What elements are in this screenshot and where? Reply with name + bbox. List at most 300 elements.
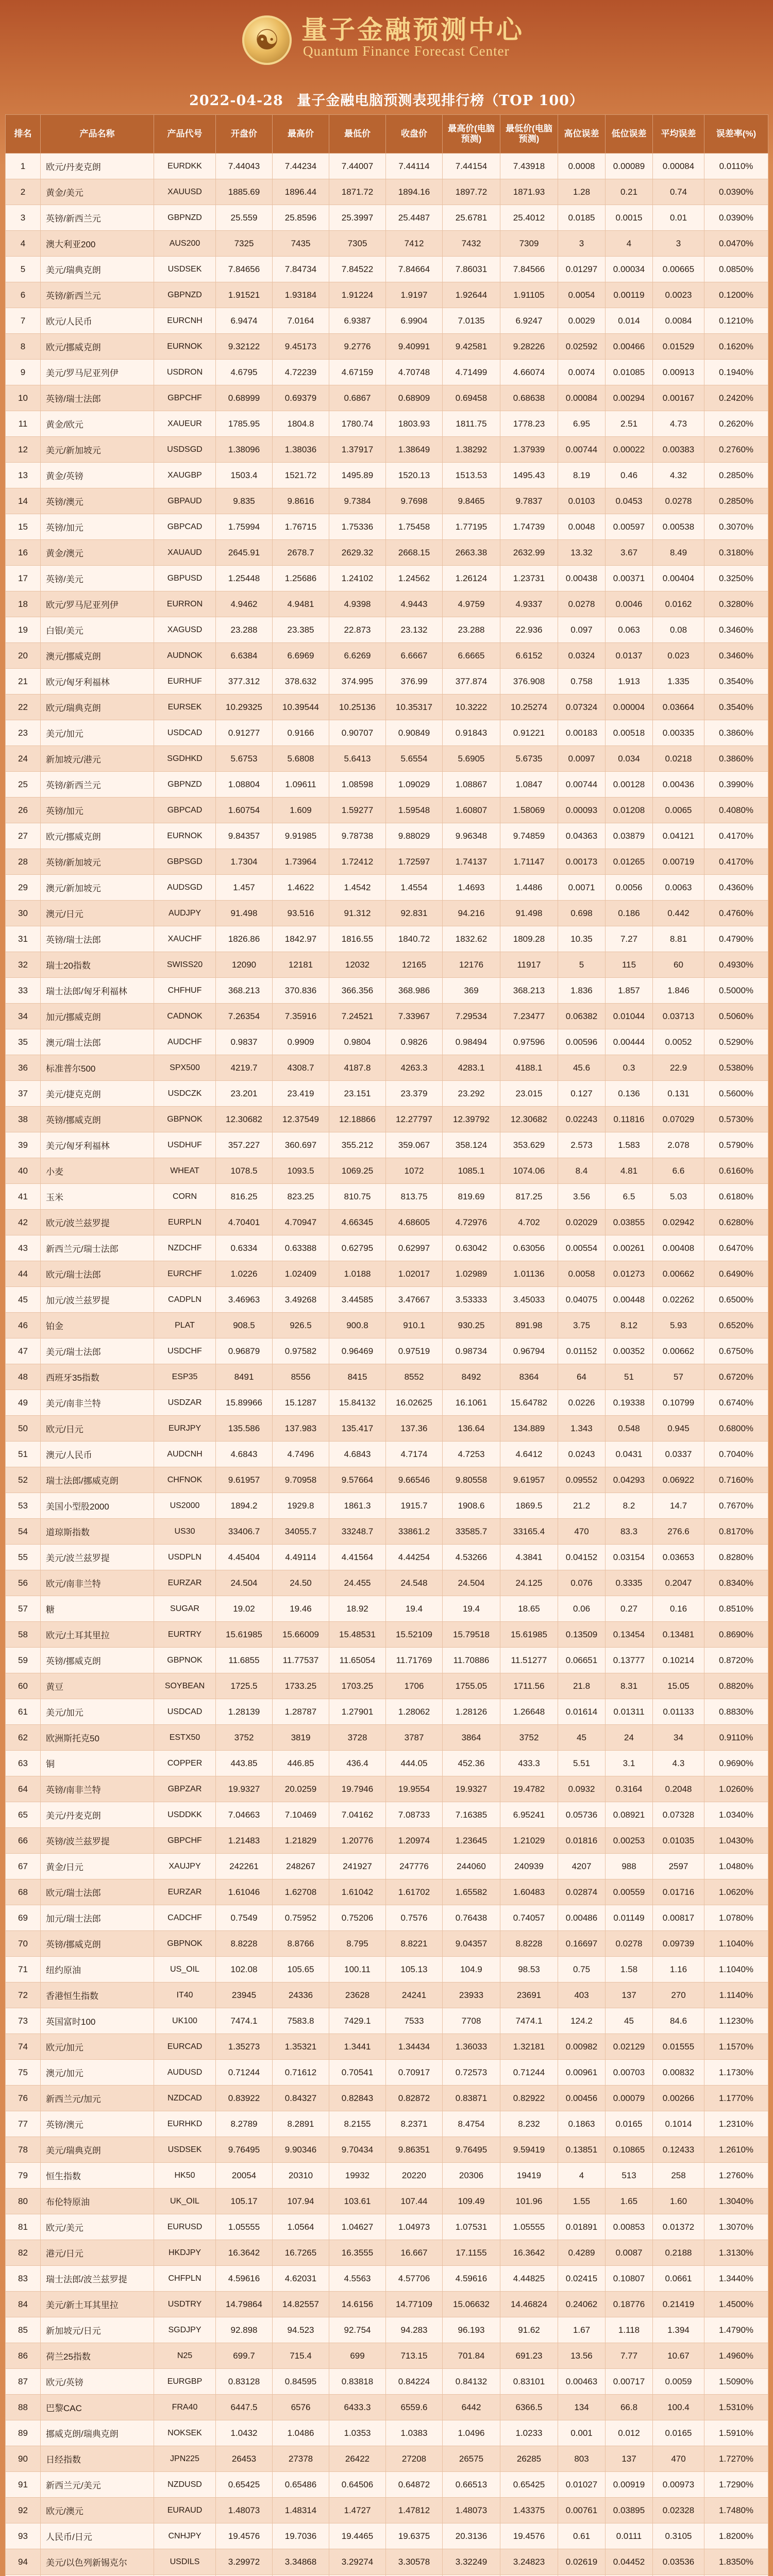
- error-rate-cell: 1.3440%: [704, 2266, 768, 2292]
- high-price-cell: 0.9909: [273, 1029, 329, 1055]
- product-code-cell: GBPNZD: [154, 205, 216, 231]
- high-price-cell: 4.7496: [273, 1442, 329, 1467]
- low-error-cell: 0.03895: [606, 2498, 653, 2523]
- product-name-cell: 美国小型股2000: [41, 1493, 154, 1519]
- rank-cell: 90: [6, 2446, 41, 2472]
- rank-cell: 47: [6, 1338, 41, 1364]
- product-code-cell: COPPER: [154, 1751, 216, 1776]
- product-name-cell: 纽约原油: [41, 1957, 154, 1982]
- product-code-cell: USDHUF: [154, 1132, 216, 1158]
- avg-error-cell: 0.10214: [653, 1648, 704, 1673]
- predicted-low-cell: 4.702: [500, 1210, 558, 1235]
- predicted-high-cell: 19.9327: [443, 1776, 500, 1802]
- rank-cell: 14: [6, 488, 41, 514]
- predicted-high-cell: 819.69: [443, 1184, 500, 1210]
- predicted-high-cell: 26575: [443, 2446, 500, 2472]
- product-code-cell: GBPZAR: [154, 1776, 216, 1802]
- high-price-cell: 27378: [273, 2446, 329, 2472]
- close-price-cell: 11.71769: [386, 1648, 443, 1673]
- close-price-cell: 9.86351: [386, 2137, 443, 2163]
- product-name-cell: 恒生指数: [41, 2163, 154, 2189]
- predicted-high-cell: 930.25: [443, 1313, 500, 1338]
- low-error-cell: 0.00089: [606, 154, 653, 179]
- predicted-low-cell: 6.9247: [500, 308, 558, 334]
- table-row: [6, 2395, 768, 2420]
- avg-error-cell: 22.9: [653, 1055, 704, 1081]
- low-price-cell: 0.70541: [329, 2060, 386, 2086]
- high-error-cell: 0.00961: [558, 2060, 606, 2086]
- product-name-cell: 布伦特原油: [41, 2189, 154, 2214]
- rank-cell: 11: [6, 411, 41, 437]
- open-price-cell: 10.29325: [216, 694, 273, 720]
- error-rate-cell: 0.9690%: [704, 1751, 768, 1776]
- error-rate-cell: 1.7480%: [704, 2498, 768, 2523]
- predicted-low-cell: 368.213: [500, 978, 558, 1004]
- error-rate-cell: 1.8200%: [704, 2523, 768, 2549]
- avg-error-cell: 6.6: [653, 1158, 704, 1184]
- column-header: 误差率(%): [704, 115, 768, 154]
- high-price-cell: 248267: [273, 1854, 329, 1879]
- table-row: [6, 1648, 768, 1673]
- high-price-cell: 15.66009: [273, 1622, 329, 1648]
- low-price-cell: 1780.74: [329, 411, 386, 437]
- high-error-cell: 0.0226: [558, 1390, 606, 1416]
- product-code-cell: JPN225: [154, 2446, 216, 2472]
- error-rate-cell: 0.5060%: [704, 1004, 768, 1029]
- product-code-cell: HK50: [154, 2163, 216, 2189]
- product-name-cell: 加元/瑞士法郎: [41, 1905, 154, 1931]
- close-price-cell: 1.61702: [386, 1879, 443, 1905]
- predicted-low-cell: 15.64782: [500, 1390, 558, 1416]
- high-error-cell: 0.00744: [558, 772, 606, 798]
- high-price-cell: 446.85: [273, 1751, 329, 1776]
- low-price-cell: 4.67159: [329, 360, 386, 385]
- open-price-cell: 6447.5: [216, 2395, 273, 2420]
- low-price-cell: 1.72412: [329, 849, 386, 875]
- close-price-cell: 25.4487: [386, 205, 443, 231]
- product-name-cell: 挪威克朗/瑞典克朗: [41, 2420, 154, 2446]
- product-name-cell: 欧元/澳元: [41, 2498, 154, 2523]
- column-header: 最低价(电脑预测): [500, 115, 558, 154]
- error-rate-cell: 0.5000%: [704, 978, 768, 1004]
- predicted-high-cell: 96.193: [443, 2317, 500, 2343]
- open-price-cell: 7474.1: [216, 2008, 273, 2034]
- high-price-cell: 0.69379: [273, 385, 329, 411]
- low-error-cell: 0.00261: [606, 1235, 653, 1261]
- predicted-high-cell: 1.74137: [443, 849, 500, 875]
- low-price-cell: 355.212: [329, 1132, 386, 1158]
- close-price-cell: 7412: [386, 231, 443, 257]
- avg-error-cell: 276.6: [653, 1519, 704, 1545]
- close-price-cell: 1.34434: [386, 2034, 443, 2060]
- high-error-cell: 0.0243: [558, 1442, 606, 1467]
- table-row: [6, 926, 768, 952]
- predicted-low-cell: 7474.1: [500, 2008, 558, 2034]
- low-error-cell: 0.034: [606, 746, 653, 772]
- product-code-cell: USDZAR: [154, 1390, 216, 1416]
- product-code-cell: UK100: [154, 2008, 216, 2034]
- table-row: [6, 1287, 768, 1313]
- low-price-cell: 6.9387: [329, 308, 386, 334]
- header: [0, 0, 773, 88]
- low-error-cell: 0.11816: [606, 1107, 653, 1132]
- error-rate-cell: 1.2610%: [704, 2137, 768, 2163]
- open-price-cell: 1.0226: [216, 1261, 273, 1287]
- open-price-cell: 1.91521: [216, 282, 273, 308]
- high-error-cell: 0.0097: [558, 746, 606, 772]
- close-price-cell: 4.44254: [386, 1545, 443, 1570]
- open-price-cell: 1785.95: [216, 411, 273, 437]
- predicted-low-cell: 4.6412: [500, 1442, 558, 1467]
- product-name-cell: 欧元/英镑: [41, 2369, 154, 2395]
- avg-error-cell: 0.00719: [653, 849, 704, 875]
- high-price-cell: 1.02409: [273, 1261, 329, 1287]
- table-row: [6, 488, 768, 514]
- table-row: [6, 1442, 768, 1467]
- avg-error-cell: 5.03: [653, 1184, 704, 1210]
- open-price-cell: 23945: [216, 1982, 273, 2008]
- product-code-cell: CADPLN: [154, 1287, 216, 1313]
- low-error-cell: 7.27: [606, 926, 653, 952]
- column-header: 排名: [6, 115, 41, 154]
- product-code-cell: EURUSD: [154, 2214, 216, 2240]
- high-price-cell: 0.84327: [273, 2086, 329, 2111]
- high-price-cell: 823.25: [273, 1184, 329, 1210]
- high-error-cell: 0.01297: [558, 257, 606, 282]
- high-error-cell: 8.4: [558, 1158, 606, 1184]
- product-name-cell: 美元/罗马尼亚列伊: [41, 360, 154, 385]
- product-name-cell: 黄金/澳元: [41, 540, 154, 566]
- predicted-high-cell: 8.4754: [443, 2111, 500, 2137]
- high-error-cell: 0.06382: [558, 1004, 606, 1029]
- high-error-cell: 0.00173: [558, 849, 606, 875]
- product-code-cell: HKDJPY: [154, 2240, 216, 2266]
- low-price-cell: 0.9804: [329, 1029, 386, 1055]
- high-price-cell: 107.94: [273, 2189, 329, 2214]
- predicted-low-cell: 18.65: [500, 1596, 558, 1622]
- high-price-cell: 0.9166: [273, 720, 329, 746]
- predicted-low-cell: 9.74859: [500, 823, 558, 849]
- product-name-cell: 玉米: [41, 1184, 154, 1210]
- open-price-cell: 0.7549: [216, 1905, 273, 1931]
- low-error-cell: 0.014: [606, 308, 653, 334]
- rank-cell: 52: [6, 1467, 41, 1493]
- product-name-cell: 欧元/美元: [41, 2214, 154, 2240]
- predicted-high-cell: 1.02989: [443, 1261, 500, 1287]
- error-rate-cell: 0.8340%: [704, 1570, 768, 1596]
- rank-cell: 10: [6, 385, 41, 411]
- table-row: [6, 1802, 768, 1828]
- high-error-cell: 0.001: [558, 2420, 606, 2446]
- product-name-cell: 欧元/加元: [41, 2034, 154, 2060]
- predicted-low-cell: 134.889: [500, 1416, 558, 1442]
- product-code-cell: SOYBEAN: [154, 1673, 216, 1699]
- close-price-cell: 1803.93: [386, 411, 443, 437]
- avg-error-cell: 270: [653, 1982, 704, 2008]
- product-name-cell: 西班牙35指数: [41, 1364, 154, 1390]
- close-price-cell: 5.6554: [386, 746, 443, 772]
- rank-cell: 12: [6, 437, 41, 463]
- predicted-low-cell: 6366.5: [500, 2395, 558, 2420]
- low-error-cell: 0.00294: [606, 385, 653, 411]
- error-rate-cell: 0.8720%: [704, 1648, 768, 1673]
- high-error-cell: 0.0074: [558, 360, 606, 385]
- high-error-cell: 0.06651: [558, 1648, 606, 1673]
- rank-cell: 15: [6, 514, 41, 540]
- high-price-cell: 20310: [273, 2163, 329, 2189]
- rank-cell: 48: [6, 1364, 41, 1390]
- column-header: 产品代号: [154, 115, 216, 154]
- error-rate-cell: 1.0780%: [704, 1905, 768, 1931]
- high-price-cell: 12.37549: [273, 1107, 329, 1132]
- error-rate-cell: 0.1210%: [704, 308, 768, 334]
- avg-error-cell: 15.05: [653, 1673, 704, 1699]
- high-price-cell: 9.8616: [273, 488, 329, 514]
- high-error-cell: 0.698: [558, 901, 606, 926]
- low-error-cell: 0.01311: [606, 1699, 653, 1725]
- high-price-cell: 1.62708: [273, 1879, 329, 1905]
- predicted-high-cell: 369: [443, 978, 500, 1004]
- product-name-cell: 欧元/日元: [41, 1416, 154, 1442]
- high-error-cell: 0.05736: [558, 1802, 606, 1828]
- avg-error-cell: 0.01035: [653, 1828, 704, 1854]
- low-error-cell: 0.19338: [606, 1390, 653, 1416]
- close-price-cell: 1.0383: [386, 2420, 443, 2446]
- low-error-cell: 0.0165: [606, 2111, 653, 2137]
- product-code-cell: AUDJPY: [154, 901, 216, 926]
- predicted-low-cell: 691.23: [500, 2343, 558, 2369]
- low-error-cell: 0.02129: [606, 2034, 653, 2060]
- product-name-cell: 欧元/挪威克朗: [41, 823, 154, 849]
- predicted-low-cell: 1.74739: [500, 514, 558, 540]
- brand-name-cn: 量子金融预测中心: [301, 14, 524, 45]
- low-price-cell: 19.7946: [329, 1776, 386, 1802]
- predicted-high-cell: 17.1155: [443, 2240, 500, 2266]
- product-name-cell: 黄金/英镑: [41, 463, 154, 488]
- error-rate-cell: 1.4500%: [704, 2292, 768, 2317]
- open-price-cell: 1.35273: [216, 2034, 273, 2060]
- high-error-cell: 1.55: [558, 2189, 606, 2214]
- product-name-cell: 英镑/澳元: [41, 2111, 154, 2137]
- avg-error-cell: 0.00383: [653, 437, 704, 463]
- high-price-cell: 16.7265: [273, 2240, 329, 2266]
- predicted-high-cell: 9.04357: [443, 1931, 500, 1957]
- open-price-cell: 1.08804: [216, 772, 273, 798]
- table-row: [6, 591, 768, 617]
- predicted-low-cell: 15.61985: [500, 1622, 558, 1648]
- high-price-cell: 1.0486: [273, 2420, 329, 2446]
- predicted-low-cell: 3.45033: [500, 1287, 558, 1313]
- open-price-cell: 4.6795: [216, 360, 273, 385]
- open-price-cell: 377.312: [216, 669, 273, 694]
- error-rate-cell: 0.5380%: [704, 1055, 768, 1081]
- rank-cell: 64: [6, 1776, 41, 1802]
- product-name-cell: 瑞士法郎/挪威克朗: [41, 1467, 154, 1493]
- high-error-cell: 0.61: [558, 2523, 606, 2549]
- column-header: 收盘价: [386, 115, 443, 154]
- predicted-high-cell: 0.98494: [443, 1029, 500, 1055]
- product-code-cell: GBPCHF: [154, 385, 216, 411]
- product-code-cell: CADNOK: [154, 1004, 216, 1029]
- high-price-cell: 5.6808: [273, 746, 329, 772]
- predicted-low-cell: 1.37939: [500, 437, 558, 463]
- table-row: [6, 978, 768, 1004]
- predicted-high-cell: 5.6905: [443, 746, 500, 772]
- low-price-cell: 1.24102: [329, 566, 386, 591]
- error-rate-cell: 1.8350%: [704, 2549, 768, 2575]
- column-header: 高位误差: [558, 115, 606, 154]
- close-price-cell: 16.667: [386, 2240, 443, 2266]
- low-error-cell: 0.136: [606, 1081, 653, 1107]
- low-error-cell: 0.0056: [606, 875, 653, 901]
- low-price-cell: 11.65054: [329, 1648, 386, 1673]
- error-rate-cell: 0.1620%: [704, 334, 768, 360]
- high-error-cell: 0.758: [558, 669, 606, 694]
- product-name-cell: 澳大利亚200: [41, 231, 154, 257]
- product-name-cell: 人民币/日元: [41, 2523, 154, 2549]
- predicted-low-cell: 101.96: [500, 2189, 558, 2214]
- low-error-cell: 1.857: [606, 978, 653, 1004]
- avg-error-cell: 2597: [653, 1854, 704, 1879]
- low-price-cell: 25.3997: [329, 205, 386, 231]
- predicted-high-cell: 9.8465: [443, 488, 500, 514]
- table-row: [6, 463, 768, 488]
- rank-cell: 43: [6, 1235, 41, 1261]
- product-name-cell: 黄金/美元: [41, 179, 154, 205]
- rank-cell: 71: [6, 1957, 41, 1982]
- close-price-cell: 7.33967: [386, 1004, 443, 1029]
- predicted-high-cell: 1897.72: [443, 179, 500, 205]
- high-price-cell: 3.34868: [273, 2549, 329, 2575]
- high-error-cell: 0.01152: [558, 1338, 606, 1364]
- high-error-cell: 5: [558, 952, 606, 978]
- product-code-cell: USDSEK: [154, 2137, 216, 2163]
- close-price-cell: 1.4554: [386, 875, 443, 901]
- table-row: [6, 1828, 768, 1854]
- product-name-cell: 小麦: [41, 1158, 154, 1184]
- avg-error-cell: 0.02942: [653, 1210, 704, 1235]
- rank-cell: 83: [6, 2266, 41, 2292]
- open-price-cell: 242261: [216, 1854, 273, 1879]
- predicted-low-cell: 23.015: [500, 1081, 558, 1107]
- product-code-cell: GBPNOK: [154, 1107, 216, 1132]
- high-price-cell: 9.90346: [273, 2137, 329, 2163]
- high-error-cell: 0.0324: [558, 643, 606, 669]
- product-name-cell: 美元/丹麦克朗: [41, 1802, 154, 1828]
- open-price-cell: 9.835: [216, 488, 273, 514]
- open-price-cell: 4.9462: [216, 591, 273, 617]
- open-price-cell: 6.6384: [216, 643, 273, 669]
- product-code-cell: USDILS: [154, 2549, 216, 2575]
- high-error-cell: 0.0278: [558, 591, 606, 617]
- high-price-cell: 1804.8: [273, 411, 329, 437]
- open-price-cell: 4.59616: [216, 2266, 273, 2292]
- high-error-cell: 0.02592: [558, 334, 606, 360]
- high-error-cell: 13.56: [558, 2343, 606, 2369]
- error-rate-cell: 1.3040%: [704, 2189, 768, 2214]
- error-rate-cell: 0.6740%: [704, 1390, 768, 1416]
- low-price-cell: 4.5563: [329, 2266, 386, 2292]
- low-price-cell: 6.6269: [329, 643, 386, 669]
- high-price-cell: 4.49114: [273, 1545, 329, 1570]
- low-error-cell: 0.00352: [606, 1338, 653, 1364]
- product-code-cell: US30: [154, 1519, 216, 1545]
- close-price-cell: 1706: [386, 1673, 443, 1699]
- product-code-cell: USDSEK: [154, 257, 216, 282]
- open-price-cell: 0.83922: [216, 2086, 273, 2111]
- table-row: [6, 1879, 768, 1905]
- table-row: [6, 746, 768, 772]
- error-rate-cell: 0.6750%: [704, 1338, 768, 1364]
- predicted-low-cell: 0.71244: [500, 2060, 558, 2086]
- open-price-cell: 23.201: [216, 1081, 273, 1107]
- product-code-cell: EURGBP: [154, 2369, 216, 2395]
- avg-error-cell: 34: [653, 1725, 704, 1751]
- close-price-cell: 0.9826: [386, 1029, 443, 1055]
- low-price-cell: 1.04627: [329, 2214, 386, 2240]
- rank-cell: 50: [6, 1416, 41, 1442]
- avg-error-cell: 84.6: [653, 2008, 704, 2034]
- predicted-high-cell: 9.80558: [443, 1467, 500, 1493]
- predicted-low-cell: 12.30682: [500, 1107, 558, 1132]
- high-error-cell: 0.01027: [558, 2472, 606, 2498]
- rank-cell: 17: [6, 566, 41, 591]
- table-row: [6, 2111, 768, 2137]
- low-error-cell: 0.012: [606, 2420, 653, 2446]
- low-price-cell: 9.57664: [329, 1467, 386, 1493]
- close-price-cell: 1072: [386, 1158, 443, 1184]
- predicted-high-cell: 11.70886: [443, 1648, 500, 1673]
- close-price-cell: 23.379: [386, 1081, 443, 1107]
- predicted-high-cell: 1.07531: [443, 2214, 500, 2240]
- product-code-cell: GBPCAD: [154, 798, 216, 823]
- high-error-cell: 0.01891: [558, 2214, 606, 2240]
- rank-cell: 51: [6, 1442, 41, 1467]
- close-price-cell: 3.30578: [386, 2549, 443, 2575]
- high-price-cell: 378.632: [273, 669, 329, 694]
- product-code-cell: SGDJPY: [154, 2317, 216, 2343]
- table-row: [6, 282, 768, 308]
- high-price-cell: 1.38036: [273, 437, 329, 463]
- rank-cell: 85: [6, 2317, 41, 2343]
- product-code-cell: EURSEK: [154, 694, 216, 720]
- error-rate-cell: 1.1040%: [704, 1931, 768, 1957]
- error-rate-cell: 0.4080%: [704, 798, 768, 823]
- close-price-cell: 92.831: [386, 901, 443, 926]
- open-price-cell: 12090: [216, 952, 273, 978]
- predicted-low-cell: 9.28226: [500, 334, 558, 360]
- product-name-cell: 澳元/加元: [41, 2060, 154, 2086]
- low-error-cell: 0.00717: [606, 2369, 653, 2395]
- close-price-cell: 24241: [386, 1982, 443, 2008]
- low-price-cell: 16.3555: [329, 2240, 386, 2266]
- predicted-low-cell: 7.43918: [500, 154, 558, 179]
- rank-cell: 63: [6, 1751, 41, 1776]
- close-price-cell: 8.8221: [386, 1931, 443, 1957]
- open-price-cell: 1503.4: [216, 463, 273, 488]
- product-code-cell: EURJPY: [154, 1416, 216, 1442]
- error-rate-cell: 0.4360%: [704, 875, 768, 901]
- product-code-cell: GBPAUD: [154, 488, 216, 514]
- high-price-cell: 7435: [273, 231, 329, 257]
- rank-cell: 45: [6, 1287, 41, 1313]
- high-error-cell: 0.00456: [558, 2086, 606, 2111]
- predicted-high-cell: 1.26124: [443, 566, 500, 591]
- open-price-cell: 1.05555: [216, 2214, 273, 2240]
- low-price-cell: 4.41564: [329, 1545, 386, 1570]
- product-code-cell: XAUJPY: [154, 1854, 216, 1879]
- error-rate-cell: 0.3460%: [704, 643, 768, 669]
